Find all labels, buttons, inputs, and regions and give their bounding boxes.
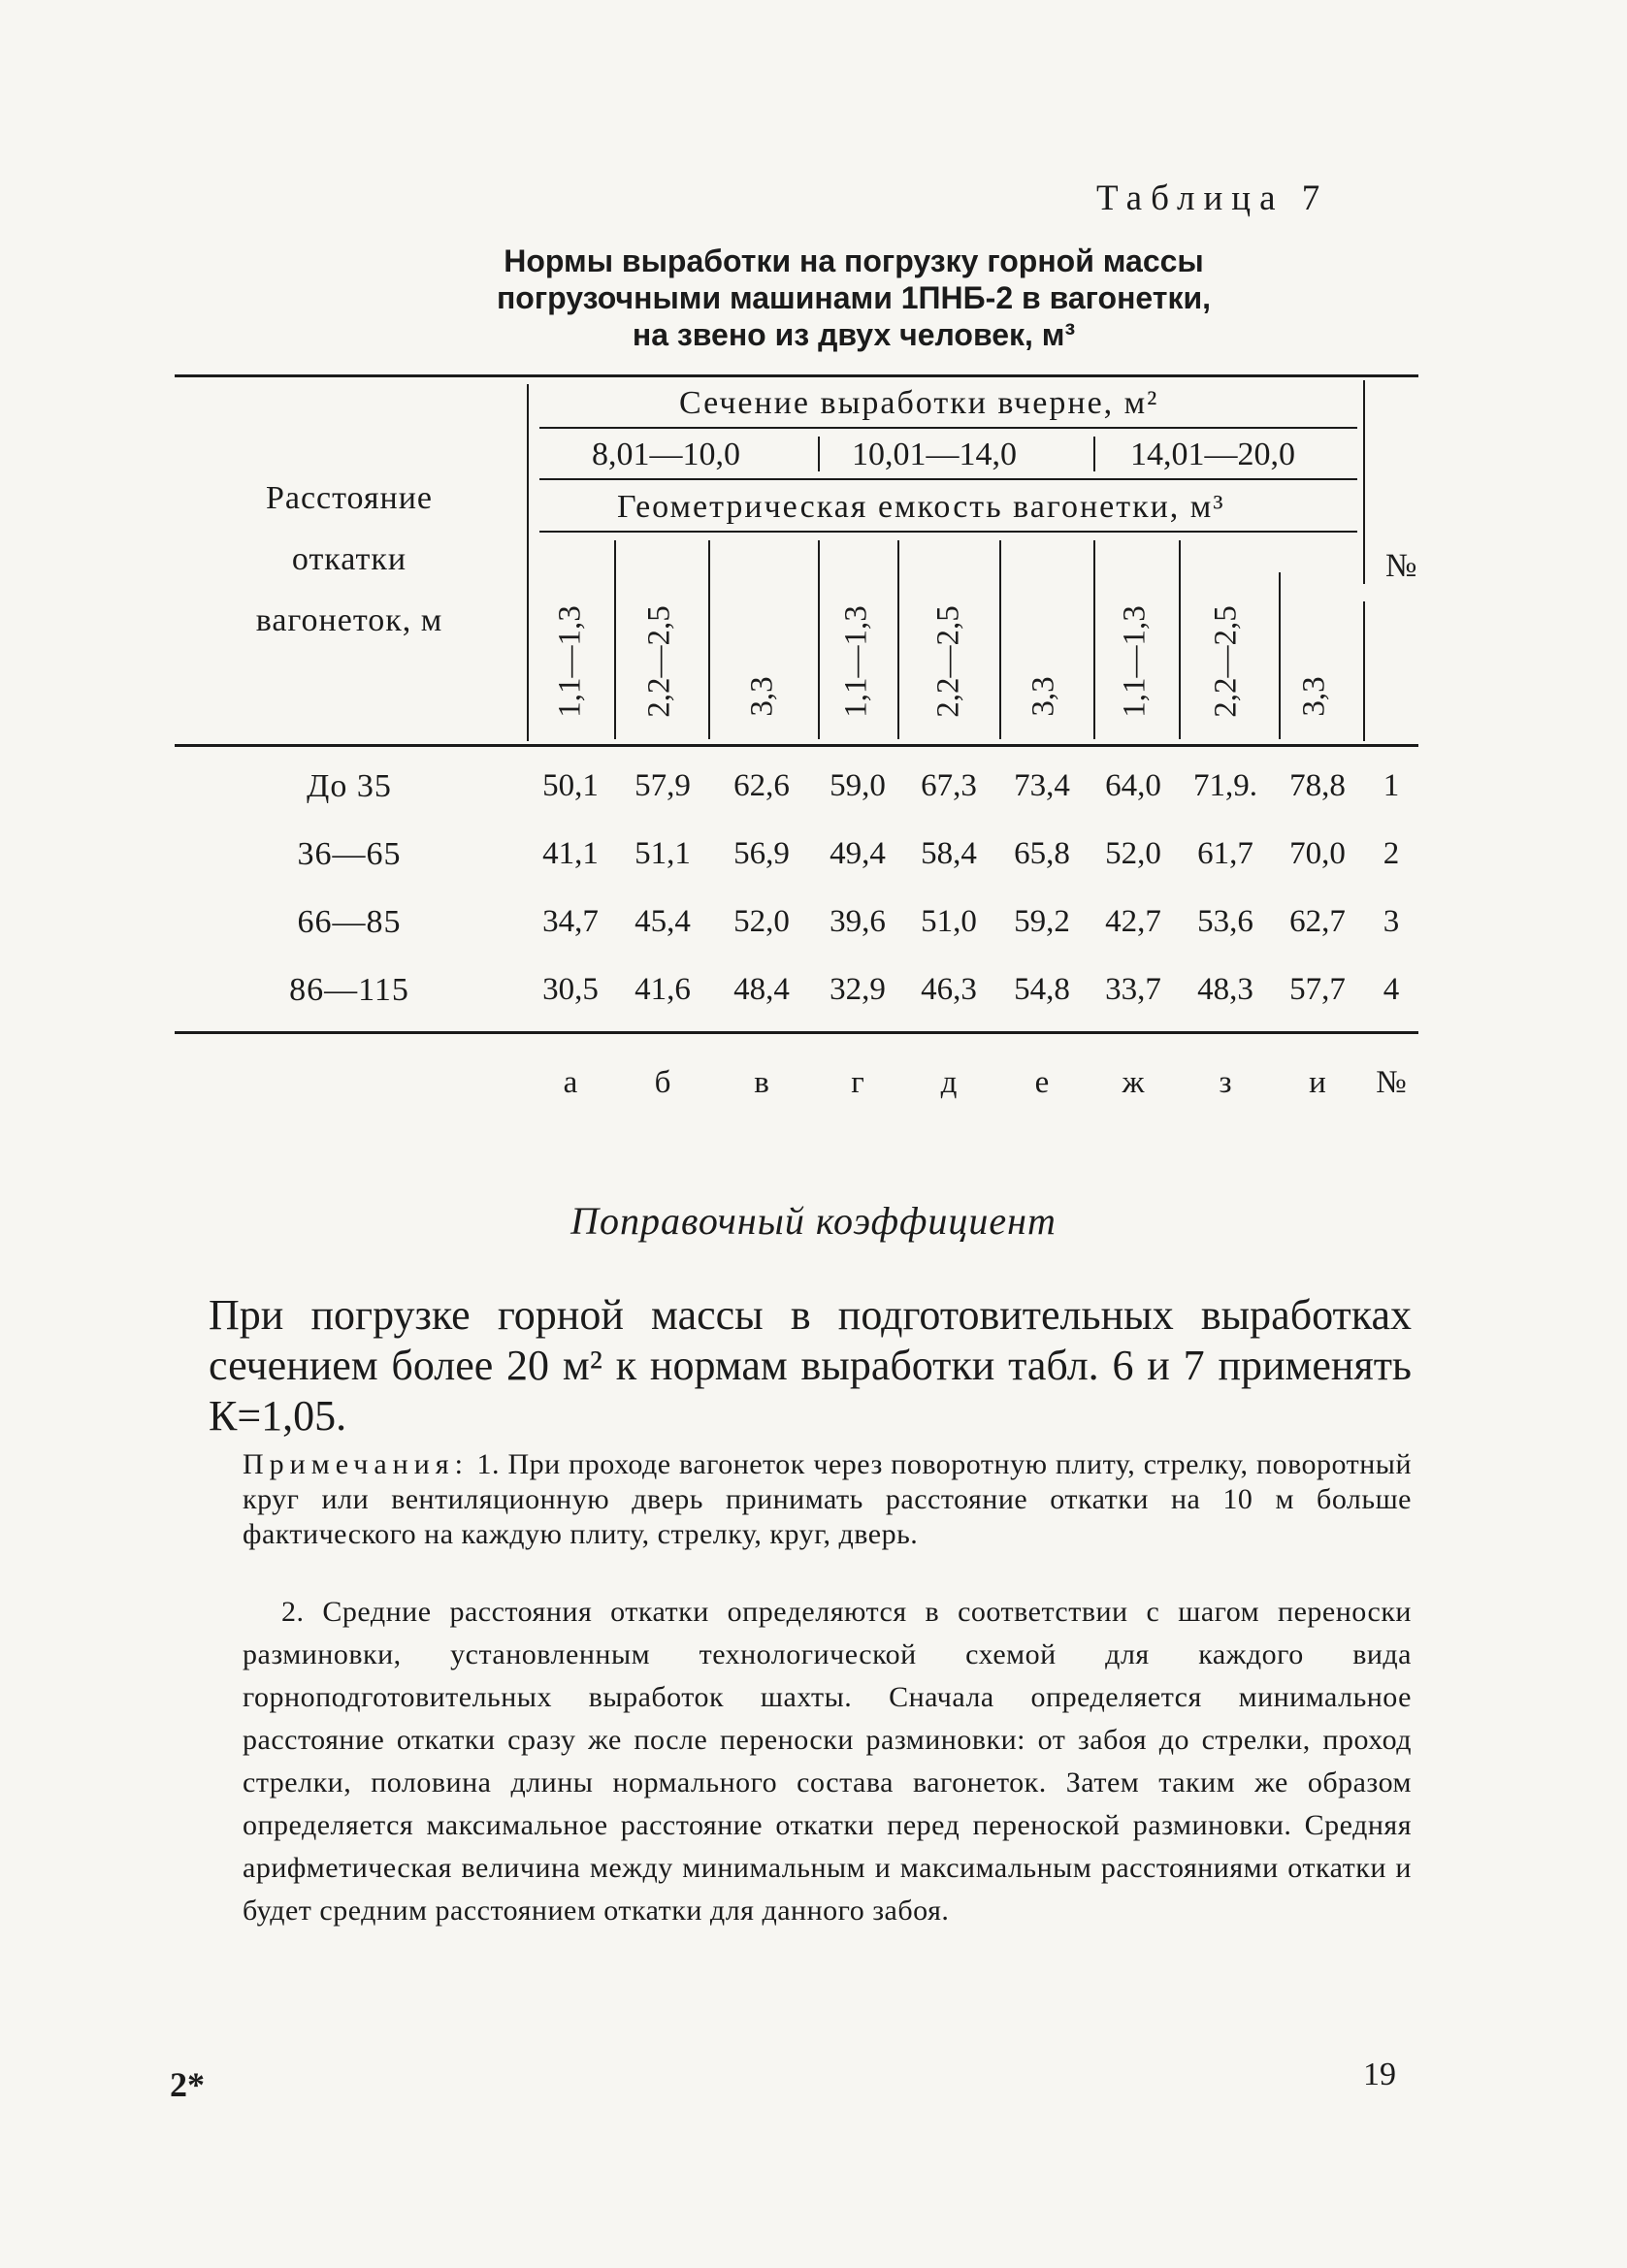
column-letter: ж bbox=[1122, 1065, 1145, 1100]
group-header: Сечение выработки вчерне, м² bbox=[679, 385, 1159, 421]
col-divider-6 bbox=[1093, 540, 1095, 739]
table-cell: 62,7 bbox=[1289, 904, 1346, 939]
table-cell: 52,0 bbox=[733, 904, 790, 939]
section-range-2: 10,01—14,0 bbox=[852, 437, 1017, 472]
column-letter: д bbox=[940, 1065, 958, 1100]
table-cell: 51,0 bbox=[921, 904, 977, 939]
header-bottom-rule bbox=[175, 744, 1418, 747]
note-1 bbox=[243, 1447, 1412, 1552]
table-cell: 59,2 bbox=[1014, 904, 1070, 939]
num-separator-vline-bottom bbox=[1363, 601, 1365, 741]
table-cell: 41,6 bbox=[635, 972, 691, 1007]
capacity-col-i: 3,3 bbox=[1296, 676, 1332, 717]
col-divider-5 bbox=[999, 540, 1001, 739]
table-cell: 59,0 bbox=[830, 768, 886, 803]
row-number: 4 bbox=[1383, 972, 1400, 1007]
section-range-1: 8,01—10,0 bbox=[592, 437, 740, 472]
table-cell: 45,4 bbox=[635, 904, 691, 939]
table-cell: 61,7 bbox=[1197, 836, 1253, 871]
table-cell: 53,6 bbox=[1197, 904, 1253, 939]
row-label: 36—65 bbox=[297, 836, 402, 872]
table-cell: 46,3 bbox=[921, 972, 977, 1007]
table-caption bbox=[369, 243, 1339, 353]
table-cell: 50,1 bbox=[542, 768, 599, 803]
row-number: 1 bbox=[1383, 768, 1400, 803]
table-cell: 73,4 bbox=[1014, 768, 1070, 803]
col-divider-7 bbox=[1179, 540, 1181, 739]
section-title: Поправочный коэффициент bbox=[570, 1199, 1057, 1243]
table-cell: 49,4 bbox=[830, 836, 886, 871]
table-cell: 54,8 bbox=[1014, 972, 1070, 1007]
row-label: 86—115 bbox=[289, 972, 409, 1008]
section-range-3: 14,01—20,0 bbox=[1130, 437, 1295, 472]
section-divider-1 bbox=[818, 437, 820, 471]
table-cell: 41,1 bbox=[542, 836, 599, 871]
note-1-text: 1. При проходе вагонеток через поворотную плиту, стрелку, поворотный круг или вентиляционную дверь принимать расстояние откатки на 10 м больше фактического на каждую плиту, стрелку, круг, дверь. bbox=[243, 1448, 1413, 1550]
table-number: Таблица 7 bbox=[1096, 178, 1329, 218]
section-divider-2 bbox=[1093, 437, 1095, 471]
col-divider-8 bbox=[1279, 572, 1281, 739]
column-letter: з bbox=[1219, 1065, 1232, 1100]
col-divider-2 bbox=[708, 540, 710, 739]
table-top-rule bbox=[175, 374, 1418, 377]
table-bottom-rule bbox=[175, 1031, 1418, 1034]
capacity-col-a: 1,1—1,3 bbox=[552, 605, 588, 718]
column-letter: и bbox=[1309, 1065, 1326, 1100]
signature-mark: 2* bbox=[170, 2065, 205, 2104]
note-2: 2. Средние расстояния откатки определяются в соответствии с шагом переноски разминовки, установленным технологической схемой для каждого вида горноподготовительных выработок шахты. Сначала определяется минимальное расстояние откатки сразу же после переноски разминовки: от забоя до стрелки, проход стрелки, половина длины нормального состава вагонеток. Затем таким же образом определяется максимальное расстояние откатки перед переноской разминовки. Средняя арифметическая величина между минимальным и максимальным расстояниями откатки и будет средним расстоянием откатки для данного забоя. bbox=[243, 1596, 1412, 1927]
table-cell: 57,7 bbox=[1289, 972, 1346, 1007]
num-header: № bbox=[1385, 548, 1417, 584]
column-letter: е bbox=[1034, 1065, 1050, 1100]
group-header-rule bbox=[539, 427, 1357, 429]
row-header-line-1: Расстояние bbox=[265, 480, 434, 516]
table-cell: 78,8 bbox=[1289, 768, 1346, 803]
table-cell: 57,9 bbox=[635, 768, 691, 803]
letters-num-header: № bbox=[1376, 1065, 1407, 1100]
capacity-col-e: 2,2—2,5 bbox=[930, 605, 966, 718]
row-label: 66—85 bbox=[297, 904, 402, 940]
table-cell: 56,9 bbox=[733, 836, 790, 871]
table-cell: 32,9 bbox=[830, 972, 886, 1007]
table-cell: 33,7 bbox=[1105, 972, 1161, 1007]
section-range-rule bbox=[539, 478, 1357, 480]
table-cell: 71,9. bbox=[1193, 768, 1257, 803]
caption-line-1: Нормы выработки на погрузку горной массы bbox=[504, 243, 1204, 278]
capacity-header-rule bbox=[539, 531, 1357, 533]
table-cell: 64,0 bbox=[1105, 768, 1161, 803]
column-letter: в bbox=[754, 1065, 769, 1100]
row-header-line-2: откатки bbox=[291, 541, 407, 577]
table-cell: 34,7 bbox=[542, 904, 599, 939]
column-letter: б bbox=[654, 1065, 671, 1100]
table-cell: 67,3 bbox=[921, 768, 977, 803]
table-cell: 52,0 bbox=[1105, 836, 1161, 871]
table-cell: 48,3 bbox=[1197, 972, 1253, 1007]
table-cell: 30,5 bbox=[542, 972, 599, 1007]
caption-line-3: на звено из двух человек, м³ bbox=[632, 317, 1076, 352]
capacity-col-b: 2,2—2,5 bbox=[641, 605, 677, 718]
table-cell: 42,7 bbox=[1105, 904, 1161, 939]
correction-paragraph: При погрузке горной массы в подготовительных выработках сечением более 20 м² к нормам выработки табл. 6 и 7 применять К=1,05. bbox=[209, 1291, 1412, 1440]
col-divider-4 bbox=[897, 540, 899, 739]
capacity-col-h: 2,2—2,5 bbox=[1208, 605, 1244, 718]
caption-line-2: погрузочными машинами 1ПНБ-2 в вагонетки, bbox=[496, 280, 1212, 315]
capacity-header: Геометрическая емкость вагонетки, м³ bbox=[617, 489, 1225, 525]
capacity-col-d: 1,1—1,3 bbox=[838, 605, 874, 718]
table-cell: 62,6 bbox=[733, 768, 790, 803]
num-separator-vline-top bbox=[1363, 380, 1365, 584]
row-number: 3 bbox=[1383, 904, 1400, 939]
capacity-col-g: 1,1—1,3 bbox=[1117, 605, 1153, 718]
row-label: До 35 bbox=[307, 768, 392, 804]
notes-label: Примечания: bbox=[243, 1448, 469, 1480]
table-cell: 65,8 bbox=[1014, 836, 1070, 871]
capacity-col-f: 3,3 bbox=[1025, 676, 1061, 717]
row-header-line-3: вагонеток, м bbox=[255, 602, 443, 638]
column-letter: а bbox=[563, 1065, 578, 1100]
table-cell: 70,0 bbox=[1289, 836, 1346, 871]
capacity-col-c: 3,3 bbox=[744, 676, 780, 717]
column-letter: г bbox=[851, 1065, 864, 1100]
row-number: 2 bbox=[1383, 836, 1400, 871]
table-cell: 48,4 bbox=[733, 972, 790, 1007]
table-cell: 39,6 bbox=[830, 904, 886, 939]
col-divider-3 bbox=[818, 540, 820, 739]
table-cell: 58,4 bbox=[921, 836, 977, 871]
header-separator-vline bbox=[527, 384, 529, 741]
page-number: 19 bbox=[1363, 2057, 1396, 2092]
table-cell: 51,1 bbox=[635, 836, 691, 871]
col-divider-1 bbox=[614, 540, 616, 739]
